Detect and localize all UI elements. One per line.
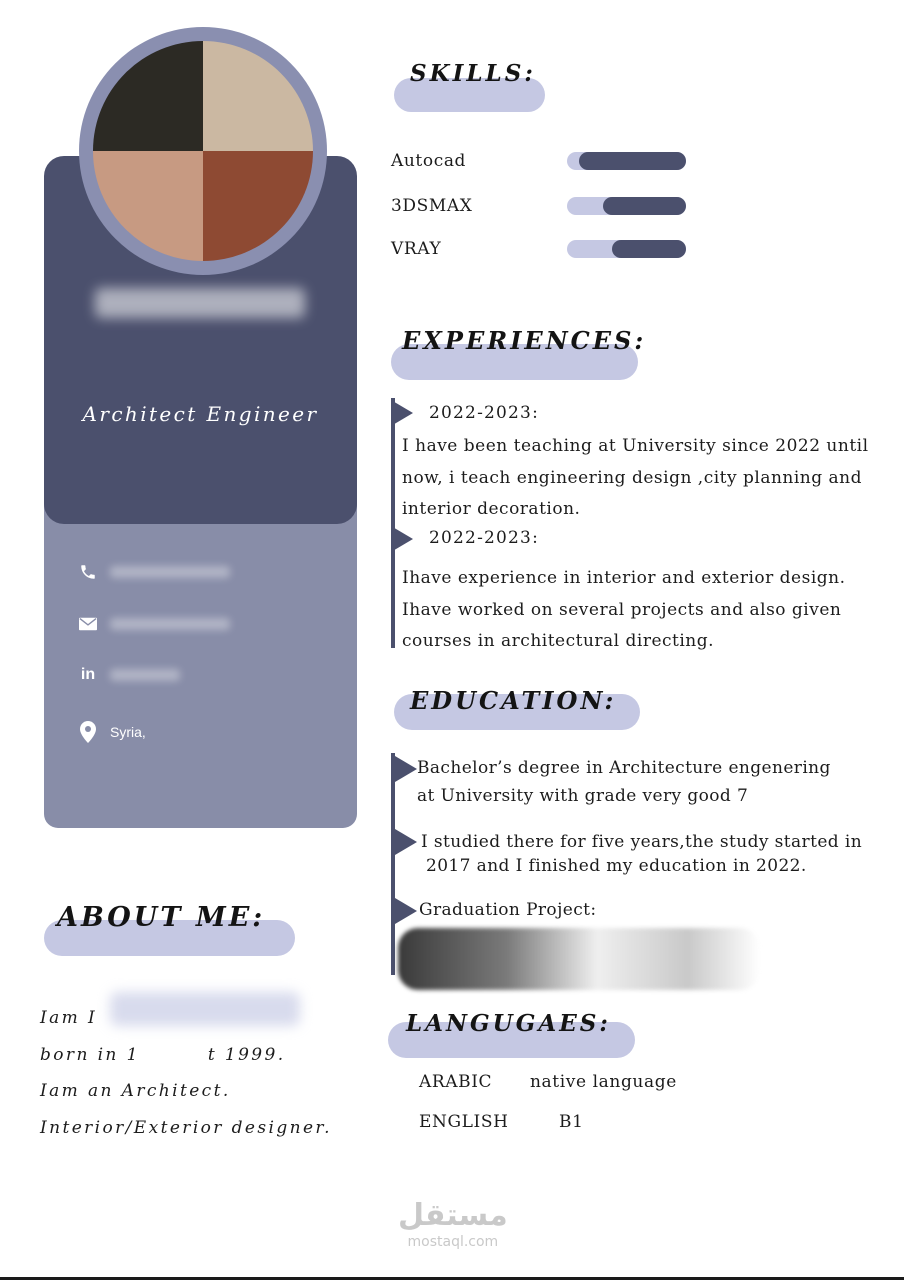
experience-description: Ihave experience in interior and exterior design. Ihave worked on several projects and also given courses in architectural directing. [402,568,846,651]
experience-date: 2022-2023: [429,403,539,423]
experience-date: 2022-2023: [429,528,539,548]
linkedin-value [110,667,230,683]
language-level: B1 [559,1112,584,1132]
profile-photo-frame [79,27,327,275]
about-line: Iam I [40,1008,98,1028]
location-pin-icon [78,722,98,742]
email-value [110,616,230,632]
contact-linkedin [78,665,230,685]
watermark-arabic: مستقل [398,1198,508,1233]
education-item: Bachelor’s degree in Architecture engenering [417,758,831,778]
redacted-graduation-project [398,928,760,990]
about-line: Interior/Exterior designer. [40,1117,332,1138]
education-heading: EDUCATION: [410,686,617,715]
skill-row [391,196,686,216]
contact-location [78,722,230,742]
languages-heading: LANGUGAES: [406,1010,611,1037]
language-row [419,1112,584,1132]
linkedin-icon: in [80,666,96,683]
job-title: Architect Engineer [82,402,319,426]
profile-photo [93,41,313,261]
skill-name: Autocad [391,151,467,171]
skill-level-bar [567,197,686,215]
education-item: Graduation Project: [419,900,597,920]
timeline-marker-icon [395,756,417,782]
education-item: I studied there for five years,the study started in [421,832,863,852]
location-value: Syria, [110,724,146,740]
education-item: 2017 and I finished my education in 2022. [426,856,807,876]
timeline-marker-icon [391,400,413,426]
experiences-heading: EXPERIENCES: [402,326,647,355]
about-line: Iam an Architect. [40,1081,231,1101]
language-level: native language [530,1072,677,1092]
language-row [419,1072,677,1092]
contact-panel [44,480,357,828]
timeline-marker-icon [391,526,413,552]
about-line: born in 1 t 1999. [40,1044,286,1065]
language-name: ENGLISH [419,1112,509,1132]
skill-level-bar [567,240,686,258]
email-icon [78,614,98,634]
phone-icon [78,562,98,582]
skill-row [391,239,686,259]
about-text [40,1006,332,1152]
language-name: ARABIC [419,1072,493,1092]
skill-name: VRAY [391,239,442,259]
contact-email [78,614,230,634]
education-timeline [391,753,395,975]
experience-timeline [391,398,395,648]
phone-value [110,564,230,580]
skill-level-bar [567,152,686,170]
timeline-marker-icon [395,898,417,924]
skills-heading: SKILLS: [410,60,536,87]
watermark-latin: mostaql.com [407,1234,499,1250]
education-item: at University with grade very good 7 [417,786,749,806]
timeline-marker-icon [395,829,417,855]
skill-row [391,151,686,171]
skill-name: 3DSMAX [391,196,473,216]
redacted-name [95,288,305,318]
contact-phone [78,562,230,582]
experience-description: I have been teaching at University since 2022 until now, i teach engineering design ,city planning and interior decoration. [402,436,869,519]
about-heading: ABOUT ME: [57,902,266,933]
watermark [398,1198,508,1250]
